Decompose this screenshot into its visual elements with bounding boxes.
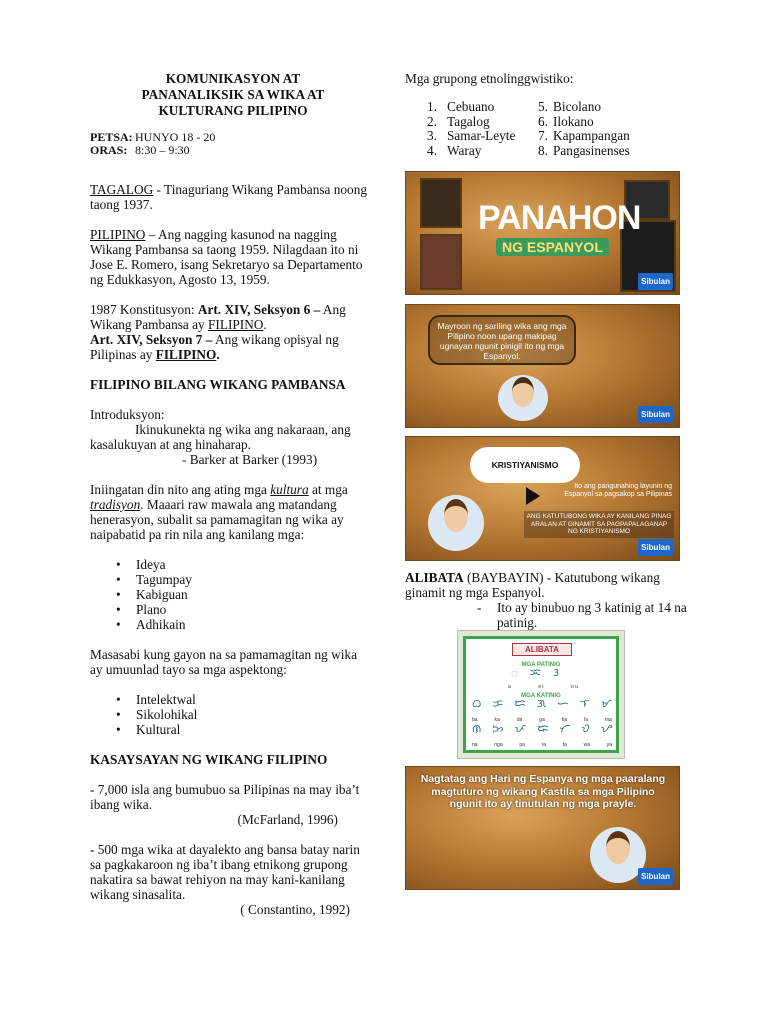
time-row (90, 144, 368, 157)
ideas-list (90, 557, 368, 632)
label: a (508, 684, 511, 690)
portrait-2 (420, 234, 462, 290)
group-name: Bicolano (553, 99, 602, 114)
label: wa (583, 742, 591, 748)
teacher-head (512, 377, 534, 407)
label: nga (494, 742, 503, 748)
num: 6. (538, 113, 548, 129)
alibata-note (405, 600, 695, 630)
tagalog-definition: - Tinaguriang Wikang Pambansa noong taong 1937. (90, 182, 368, 212)
kultura-para-c: . Maaari raw mawala ang matandang henerasyon, subalit sa pamamagitan ng wika ay naipabatid pa rin nila ang kanilang mga: (90, 497, 344, 542)
group-name: Waray (447, 142, 482, 158)
logo-badge: Sibulan (638, 868, 673, 885)
right-column (405, 71, 687, 881)
fact-2-cite: ( Constantino, 1992) (240, 902, 350, 917)
label: ka (494, 717, 500, 723)
art6-text: Ang Wikang Pambansa ay (90, 302, 346, 332)
alibata-section (405, 570, 695, 630)
chart-title: ALIBATA (512, 643, 572, 656)
list-item: • Kabiguan (136, 587, 368, 602)
alibata-note-text: Ito ay binubuo ng 3 katinig at 14 na patinig. (497, 600, 687, 630)
group-name: Samar-Leyte (447, 128, 516, 143)
katinig-glyphs-row-2: ᜈ ᜅ ᜉ ᜍ ᜆ ᜏ ᜌ (472, 723, 612, 735)
alibata-definition: Katutubong wikang ginamit ng mga Espanyol. (405, 570, 660, 600)
list-item: • Ideya (136, 557, 368, 572)
heading-kasaysayan: KASAYSAYAN NG WIKANG FILIPINO (90, 752, 328, 767)
introduksyon-quote-text: Ikinukunekta ng wika ang nakaraan, ang kasalukuyan at ang hinaharap. (90, 422, 351, 452)
slide-title: PANAHON (478, 199, 641, 237)
kultura-paragraph (90, 482, 368, 542)
label: ma (604, 717, 612, 723)
list-item (427, 129, 630, 144)
pilipino-paragraph (90, 227, 368, 287)
slide-hari-ng-espanya (405, 766, 680, 890)
fact-7000-islands: - 7,000 isla ang bumubuo sa Pilipinas na may iba’t ibang wika. (90, 782, 360, 812)
bubble-text: KRISTIYANISMO (491, 460, 559, 470)
list-item: • Kultural (136, 722, 368, 737)
label: ba (472, 717, 478, 723)
document-title (90, 71, 368, 119)
art7-word: FILIPINO (155, 347, 217, 362)
native-language-text: ANG KATUTUBONG WIKA AY KANILANG PINAG ARALAN AT GINAMIT SA PAGPAPALAGANAP NG KRISTIYANISMO (524, 511, 674, 538)
slide-kristiyanismo (405, 436, 680, 561)
label: da (516, 717, 523, 723)
art6-word: FILIPINO (208, 317, 264, 332)
speech-box (428, 315, 576, 365)
konstitusyon-paragraph: 1987 Konstitusyon: Art. XIV, Seksyon 6 – Ang Wikang Pambansa ay FILIPINO. Art. XIV, Seksyon 7 – Ang wikang opisyal ng Pilipinas ay FILIPINO. (90, 302, 346, 362)
label: la (584, 717, 589, 723)
alibata-paren: (BAYBAYIN) - (463, 570, 555, 585)
alibata-paragraph (405, 570, 695, 600)
oras-value: 8:30 – 9:30 (135, 143, 190, 157)
group-name: Cebuano (447, 99, 495, 114)
logo-badge: Sibulan (638, 273, 673, 290)
katinig-labels-row-2 (472, 738, 612, 753)
list-item: • Adhikain (136, 617, 368, 632)
katinig-label: MGA KATINIG (521, 693, 561, 699)
group-name: Kapampangan (553, 128, 630, 143)
student-head (444, 499, 468, 532)
groups-heading: Mga grupong etnolinggwistiko: (405, 71, 574, 86)
slide-sariling-wika (405, 304, 680, 428)
list-item (427, 100, 630, 115)
label: na (472, 742, 478, 748)
petsa-label: PETSA: (90, 130, 133, 144)
oras-label: ORAS: (90, 143, 128, 157)
label: e i (538, 684, 544, 690)
thought-bubble (470, 447, 580, 483)
list-item (427, 144, 630, 159)
num: 1. (427, 99, 437, 114)
alibata-chart (457, 630, 625, 759)
slide-subtitle: NG ESPANYOL (496, 238, 609, 256)
heading-filipino-bilang-wikang-pambansa: FILIPINO BILANG WIKANG PAMBANSA (90, 377, 346, 392)
num: 7. (538, 128, 548, 143)
logo-badge: Sibulan (638, 406, 673, 423)
patinig-label: MGA PATINIG (521, 662, 561, 668)
num: 4. (427, 142, 437, 158)
num: 5. (538, 99, 548, 114)
group-name: Pangasinenses (553, 142, 630, 158)
art7-text: Ang wikang opisyal ng Pilipinas ay (90, 332, 339, 362)
label: ya (606, 742, 612, 748)
teacher-head (606, 831, 630, 864)
fact-1-cite: (McFarland, 1996) (237, 812, 338, 827)
arrow-icon (526, 487, 540, 505)
portrait-1 (420, 178, 462, 228)
introduksyon-label: Introduksyon: (90, 407, 165, 422)
patinig-glyphs: ᜀᜁᜂ (511, 667, 571, 679)
left-column (90, 71, 368, 917)
list-item (427, 115, 630, 130)
art6-label: Art. XIV, Seksyon 6 – (197, 302, 321, 317)
title-line-1: KOMUNIKASYON AT (165, 71, 301, 86)
pilipino-definition: – Ang nagging kasunod na nagging Wikang Pambansa sa taong 1959. Nilagdaan ito ni Jose E. Romero, isang Sekretaryo sa Departamento ng Edukkasyon, Agosto 13, 1959. (90, 227, 363, 287)
label: o u (571, 684, 578, 690)
petsa-value: HUNYO 18 - 20 (135, 130, 216, 144)
pilipino-term: PILIPINO (90, 227, 146, 242)
label: ra (541, 742, 547, 748)
title-line-2: PANANALIKSIK SA WIKA AT (141, 87, 325, 102)
label: pa (519, 742, 525, 748)
num: 2. (427, 113, 437, 129)
label: ga (539, 717, 545, 723)
list-item: • Plano (136, 602, 368, 617)
tagalog-paragraph (90, 182, 368, 212)
kultura-para-a: Iniingatan din nito ang ating mga (90, 482, 271, 497)
aspekto-paragraph: Masasabi kung gayon na sa pamamagitan ng wika ay umuunlad tayo sa mga aspektong: (90, 647, 357, 677)
speech-text: Mayroon ng sariling wika ang mga Pilipino noon upang makipag ugnayan ngunit pinigil ito ng mga Espanyol. (437, 321, 567, 361)
art7-label: Art. XIV, Seksyon 7 – (90, 332, 213, 347)
list-item: • Intelektwal (136, 692, 368, 707)
konstitusyon-intro: 1987 Konstitusyon: (90, 302, 198, 317)
ethnolinguistic-groups-list (405, 100, 685, 158)
alibata-term: ALIBATA (405, 570, 464, 585)
goal-text: Ito ang pangunahing layunin ng Espanyol sa pagsakop sa Pilipinas (564, 483, 672, 498)
num: 3. (427, 128, 437, 143)
logo-badge: Sibulan (638, 539, 673, 556)
title-line-3: KULTURANG PILIPINO (158, 103, 308, 118)
tagalog-term: TAGALOG (90, 182, 154, 197)
num: 8. (538, 142, 548, 158)
group-name: Tagalog (447, 113, 490, 129)
fact-500-languages: - 500 mga wika at dayalekto ang bansa batay narin sa pagkakaroon ng iba’t ibang etnikong grupong nakatira sa bawat rehiyon na may kani-kanilang wikang sinasalita. (90, 842, 360, 902)
katinig-glyphs-row-1: ᜊ ᜃ ᜇ ᜄ ᜑ ᜎ ᜋ (472, 698, 612, 710)
list-item: • Sikolohikal (136, 707, 368, 722)
group-name: Ilokano (553, 113, 594, 129)
dash-mark: - (477, 600, 482, 615)
slide-text: Nagtatag ang Hari ng Espanya ng mga paaralang magtuturo ng wikang Kastila sa mga Pilipino ngunit ito ay tinutulan ng mga prayle. (420, 773, 666, 810)
introduksyon-cite: - Barker at Barker (1993) (182, 452, 318, 467)
tradisyon-word: tradisyon (90, 497, 141, 512)
label: ha (561, 717, 568, 723)
label: ta (562, 742, 567, 748)
kultura-para-b: at mga (308, 482, 348, 497)
list-item: • Tagumpay (136, 572, 368, 587)
introduksyon-quote (90, 422, 368, 452)
kultura-word: kultura (270, 482, 309, 497)
slide-panahon-ng-espanyol (405, 171, 680, 295)
aspects-list (90, 692, 368, 737)
